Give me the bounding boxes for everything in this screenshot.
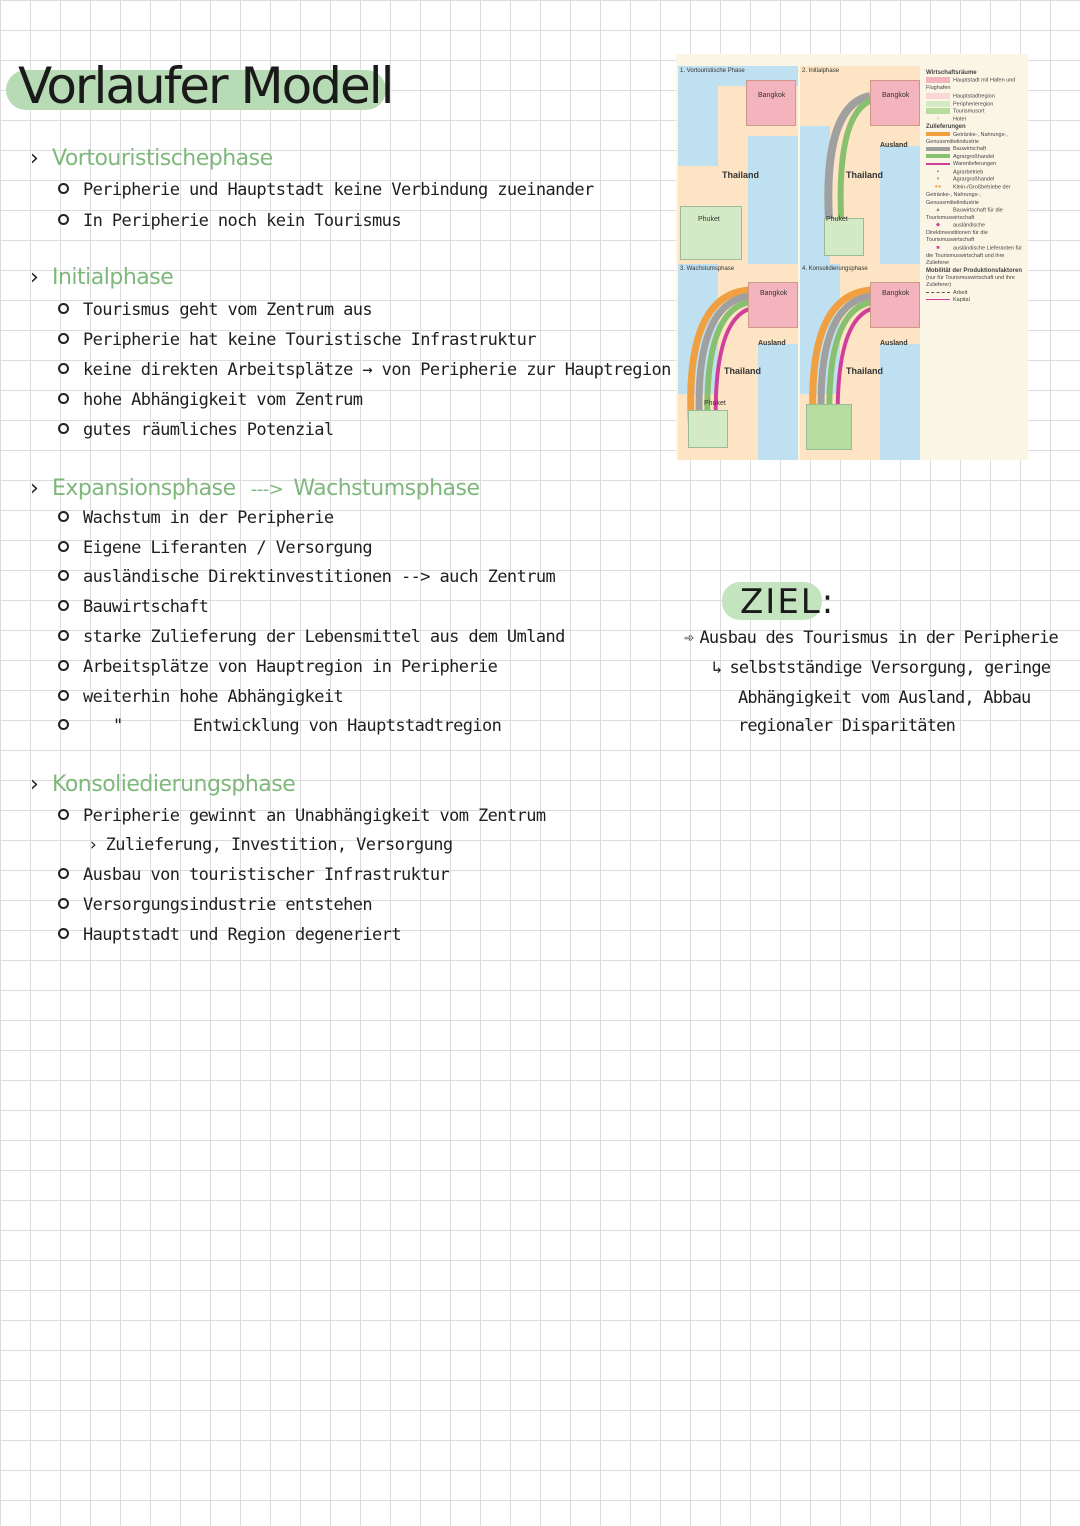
page-title: Vorlaufer Modell xyxy=(18,57,393,115)
legend-item xyxy=(926,154,1026,161)
periphery-label: Phuket xyxy=(704,400,726,407)
legend-item xyxy=(926,222,1026,245)
list-item xyxy=(58,716,501,736)
section-title-extra: Wachstumsphase xyxy=(293,476,480,501)
legend-item xyxy=(926,169,1026,177)
legend-swatch xyxy=(926,77,950,83)
list-item-text: Wachstum in der Peripherie xyxy=(83,508,334,528)
legend-item xyxy=(926,207,1026,222)
legend-swatch xyxy=(926,108,950,114)
list-item-text: Entwicklung von Hauptstadtregion xyxy=(193,716,502,736)
list-item xyxy=(58,687,343,707)
list-item xyxy=(58,597,208,617)
legend-item xyxy=(926,297,1026,304)
legend-heading: Wirtschaftsräume xyxy=(926,70,977,76)
chevron-right-icon: › xyxy=(30,476,39,501)
bullet-circle-icon xyxy=(58,719,69,730)
legend-text: Bauwirtschaft xyxy=(953,146,987,153)
periphery-box xyxy=(680,206,742,260)
bullet-circle-icon xyxy=(58,928,69,939)
section-heading-konsolidierungsphase xyxy=(30,772,295,797)
legend-item xyxy=(926,245,1026,268)
list-item-text: weiterhin hohe Abhängigkeit xyxy=(83,687,344,707)
legend-item xyxy=(926,132,1026,147)
legend-swatch xyxy=(926,147,950,151)
list-item-text: Bauwirtschaft xyxy=(83,597,209,617)
list-item xyxy=(58,865,449,885)
list-item-text: Peripherie gewinnt an Unabhängigkeit vom Zentrum xyxy=(83,806,546,826)
legend-item xyxy=(926,77,1026,92)
figure-panel-4 xyxy=(800,264,920,460)
bullet-circle-icon xyxy=(58,898,69,909)
figure-panel-1 xyxy=(678,66,798,266)
panel-title: 3. Wachstumsphase xyxy=(680,266,735,272)
section-title: Expansionsphase xyxy=(52,476,236,501)
city-label: Bangkok xyxy=(882,92,910,99)
bullet-circle-icon xyxy=(58,868,69,879)
list-item xyxy=(58,508,334,528)
legend-text: Getränke-, Nahrungs-, Genussmittelindustrie xyxy=(926,131,1008,145)
ziel-line xyxy=(684,628,1058,648)
ziel-text: selbstständige Versorgung, geringe xyxy=(729,658,1051,678)
bullet-circle-icon xyxy=(58,423,69,434)
section-heading-expansionsphase xyxy=(30,476,480,501)
list-item-text: Versorgungsindustrie entstehen xyxy=(83,895,373,915)
list-item-text: Peripherie und Hauptstadt keine Verbindung zueinander xyxy=(83,180,594,200)
list-item-text: Ausbau von touristischer Infrastruktur xyxy=(83,865,450,885)
abroad-label: Ausland xyxy=(880,142,908,149)
figure-panel-2 xyxy=(800,66,920,266)
list-item-text: Tourismus geht vom Zentrum aus xyxy=(83,300,373,320)
diamond-icon: ◆ xyxy=(935,222,941,229)
legend-text: ausländische Direktinvestitionen für die Tourismuswirtschaft xyxy=(926,222,988,244)
list-item xyxy=(58,627,565,647)
legend-text: Hauptstadtregion xyxy=(953,93,995,100)
country-label: Thailand xyxy=(724,366,762,376)
list-item-text: starke Zulieferung der Lebensmittel aus dem Umland xyxy=(83,627,565,647)
ocean xyxy=(678,86,718,166)
ziel-line: regionaler Disparitäten xyxy=(738,716,956,736)
legend-text: Klein-/Großbetriebe der Getränke-, Nahrungs-, Genussmittelindustrie xyxy=(926,184,1011,206)
country-label: Thailand xyxy=(846,170,884,180)
legend-item xyxy=(926,290,1026,297)
bullet-circle-icon xyxy=(58,541,69,552)
periphery-box xyxy=(824,218,864,256)
section-title: Vortouristischephase xyxy=(52,146,273,171)
legend-swatch xyxy=(926,299,950,300)
section-title: Konsoliedierungsphase xyxy=(52,772,296,797)
hotel-icon: ○ xyxy=(936,116,940,123)
list-item-text: Arbeitsplätze von Hauptregion in Peripherie xyxy=(83,657,498,677)
bullet-circle-icon xyxy=(58,809,69,820)
legend-text: Warenlieferungen xyxy=(953,161,997,168)
list-subitem xyxy=(88,835,453,855)
legend-text: Arbeit xyxy=(953,289,968,296)
triangle-icon: ▲ xyxy=(935,206,941,213)
ziel-block xyxy=(722,580,835,624)
list-item xyxy=(58,360,671,380)
list-item xyxy=(58,925,401,945)
ocean xyxy=(748,136,798,266)
bullet-circle-icon xyxy=(58,511,69,522)
section-title: Initialphase xyxy=(52,265,174,290)
list-item xyxy=(58,300,372,320)
panel-title: 1. Vortouristische Phase xyxy=(680,68,745,74)
list-item xyxy=(58,180,594,200)
ziel-text: Ausbau des Tourismus in der Peripherie xyxy=(699,628,1058,648)
list-item xyxy=(58,420,334,440)
list-item xyxy=(58,390,362,410)
legend-text: Kapital xyxy=(953,297,970,304)
bullet-circle-icon xyxy=(58,630,69,641)
country-label: Thailand xyxy=(846,366,884,376)
list-item-text: gutes räumliches Potenzial xyxy=(83,420,334,440)
bullet-circle-icon xyxy=(58,600,69,611)
legend-text: Hauptstadt mit Hafen und Flughafen xyxy=(926,77,1016,92)
panel-title: 2. Initialphase xyxy=(802,68,840,74)
list-item xyxy=(58,330,536,350)
legend-text: Agrarbetrieb xyxy=(953,169,984,175)
legend-text: Hotel xyxy=(953,116,966,123)
legend-text: Peripherieregion xyxy=(953,100,994,107)
legend-item xyxy=(926,108,1026,116)
legend-swatch xyxy=(926,163,950,165)
legend-text: Tourismusort xyxy=(953,108,985,115)
list-item xyxy=(58,567,555,587)
vorlaufer-model-figure xyxy=(676,54,1028,460)
title-block xyxy=(6,54,393,118)
legend-item xyxy=(926,101,1026,109)
abroad-label: Ausland xyxy=(758,340,786,347)
bullet-circle-icon xyxy=(58,333,69,344)
capital-box xyxy=(746,80,796,126)
legend-text: Bauwirtschaft für die Tourismuswirtschaft xyxy=(926,207,1003,221)
capital-box xyxy=(870,282,920,328)
ditto-mark: " xyxy=(113,716,123,736)
list-item-text: ausländische Direktinvestitionen --> auch Zentrum xyxy=(83,567,556,587)
capital-box xyxy=(748,282,798,328)
dot-icon: • xyxy=(937,168,939,175)
periphery-label: Phuket xyxy=(826,216,848,223)
legend-swatch xyxy=(926,101,950,107)
panel-title: 4. Konsolidierungsphase xyxy=(802,266,868,272)
chevron-right-icon: › xyxy=(30,265,39,290)
legend-text: ausländische Lieferanten für die Tourismuswirtschaft und ihre Zulieferer xyxy=(926,245,1023,267)
list-item-text: Peripherie hat keine Touristische Infrastruktur xyxy=(83,330,536,350)
bullet-circle-icon xyxy=(58,393,69,404)
legend-item xyxy=(926,93,1026,101)
grey-arrow xyxy=(828,96,870,236)
bullet-circle-icon xyxy=(58,660,69,671)
list-item-text: Eigene Liferanten / Versorgung xyxy=(83,538,373,558)
periphery-box xyxy=(806,404,852,450)
bullet-circle-icon xyxy=(58,570,69,581)
legend-item xyxy=(926,184,1026,207)
legend-swatch xyxy=(926,154,950,158)
section-heading-vortouristisch xyxy=(30,146,273,171)
city-label: Bangkok xyxy=(760,290,788,297)
ziel-line xyxy=(712,658,1050,678)
city-label: Bangkok xyxy=(882,290,910,297)
periphery-label: Phuket xyxy=(698,216,720,223)
list-item-text: keine direkten Arbeitsplätze → von Peripherie zur Hauptregion xyxy=(83,360,671,380)
country-label: Thailand xyxy=(722,170,760,180)
legend-swatch xyxy=(926,93,950,99)
list-item xyxy=(58,211,401,231)
arrow-right-icon: ➾ xyxy=(684,628,694,648)
list-item-text: In Peripherie noch kein Tourismus xyxy=(83,211,401,231)
list-item-text: Zulieferung, Investition, Versorgung xyxy=(105,835,453,855)
chevron-right-icon: › xyxy=(30,772,39,797)
dashed-arrow-icon: ---> xyxy=(250,479,284,500)
bullet-circle-icon xyxy=(58,183,69,194)
bullet-circle-icon xyxy=(58,363,69,374)
list-item xyxy=(58,895,372,915)
legend-heading: Mobilität der Produktionsfaktoren xyxy=(926,267,1023,274)
legend-item xyxy=(926,161,1026,168)
legend-text: Agrargroßhandel xyxy=(953,176,995,183)
chevron-right-icon: › xyxy=(88,835,98,855)
square-icon: ■ xyxy=(936,244,940,251)
return-arrow-icon: ↳ xyxy=(712,658,722,678)
bullet-circle-icon xyxy=(58,214,69,225)
figure-legend xyxy=(926,70,1026,305)
bullet-circle-icon xyxy=(58,690,69,701)
legend-swatch xyxy=(926,132,950,136)
capital-box xyxy=(870,80,920,126)
dot-icon: ●● xyxy=(934,184,942,191)
list-item-text: Hauptstadt und Region degeneriert xyxy=(83,925,401,945)
legend-item xyxy=(926,176,1026,184)
list-item xyxy=(58,806,545,826)
legend-item xyxy=(926,116,1026,124)
ziel-label: ZIEL: xyxy=(740,582,836,622)
dot-icon: ● xyxy=(936,176,940,183)
legend-text: Agrargroßhandel xyxy=(953,153,995,160)
ziel-line: Abhängigkeit vom Ausland, Abbau xyxy=(738,688,1031,708)
city-label: Bangkok xyxy=(758,92,786,99)
list-item xyxy=(58,657,497,677)
figure-panel-3 xyxy=(678,264,798,460)
section-heading-initialphase xyxy=(30,265,173,290)
legend-heading: Zulieferungen xyxy=(926,124,966,131)
abroad-label: Ausland xyxy=(880,340,908,347)
list-item xyxy=(58,538,372,558)
legend-swatch xyxy=(926,292,950,293)
list-item-text: hohe Abhängigkeit vom Zentrum xyxy=(83,390,363,410)
legend-item xyxy=(926,146,1026,153)
bullet-circle-icon xyxy=(58,303,69,314)
chevron-right-icon: › xyxy=(30,146,39,171)
legend-note: (nur für Tourismuswirtschaft und ihre Zulieferer) xyxy=(926,274,1015,289)
periphery-box xyxy=(688,410,728,448)
